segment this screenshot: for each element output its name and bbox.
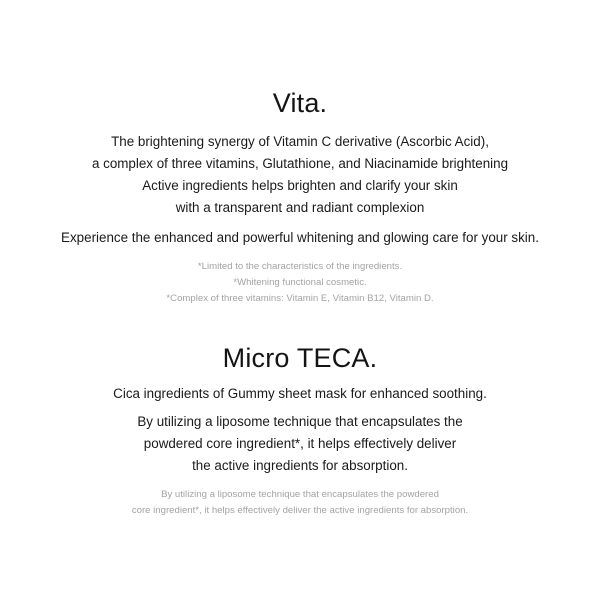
micro-teca-title: Micro TECA. <box>222 343 378 373</box>
micro-teca-description <box>0 383 600 405</box>
micro-teca-liposome-line: the active ingredients for absorption. <box>192 458 408 473</box>
vita-description-line: with a transparent and radiant complexion <box>175 200 425 215</box>
micro-teca-footnote: core ingredient*, it helps effectively deliver the active ingredients for absorption. <box>131 505 469 516</box>
vita-section <box>0 86 600 307</box>
vita-title: Vita. <box>272 88 328 118</box>
micro-teca-section <box>0 341 600 519</box>
vita-tagline-text: Experience the enhanced and powerful whitening and glowing care for your skin. <box>61 230 539 245</box>
vita-footnote: *Whitening functional cosmetic. <box>233 277 367 288</box>
vita-description-line: a complex of three vitamins, Glutathione, and Niacinamide brightening <box>91 156 509 171</box>
micro-teca-liposome-line: powdered core ingredient*, it helps effectively deliver <box>143 436 457 451</box>
vita-footnotes <box>0 259 600 307</box>
micro-teca-footnote: By utilizing a liposome technique that encapsulates the powdered <box>161 489 439 500</box>
vita-tagline <box>0 227 600 249</box>
micro-teca-footnotes <box>0 487 600 519</box>
micro-teca-liposome-description <box>0 411 600 477</box>
micro-teca-description-text: Cica ingredients of Gummy sheet mask for enhanced soothing. <box>113 386 487 401</box>
vita-footnote: *Complex of three vitamins: Vitamin E, Vitamin B12, Vitamin D. <box>166 293 434 304</box>
vita-description <box>0 131 600 219</box>
vita-description-line: The brightening synergy of Vitamin C derivative (Ascorbic Acid), <box>111 134 489 149</box>
vita-description-line: Active ingredients helps brighten and clarify your skin <box>142 178 458 193</box>
micro-teca-liposome-line: By utilizing a liposome technique that encapsulates the <box>137 414 463 429</box>
vita-footnote: *Limited to the characteristics of the ingredients. <box>197 261 403 272</box>
